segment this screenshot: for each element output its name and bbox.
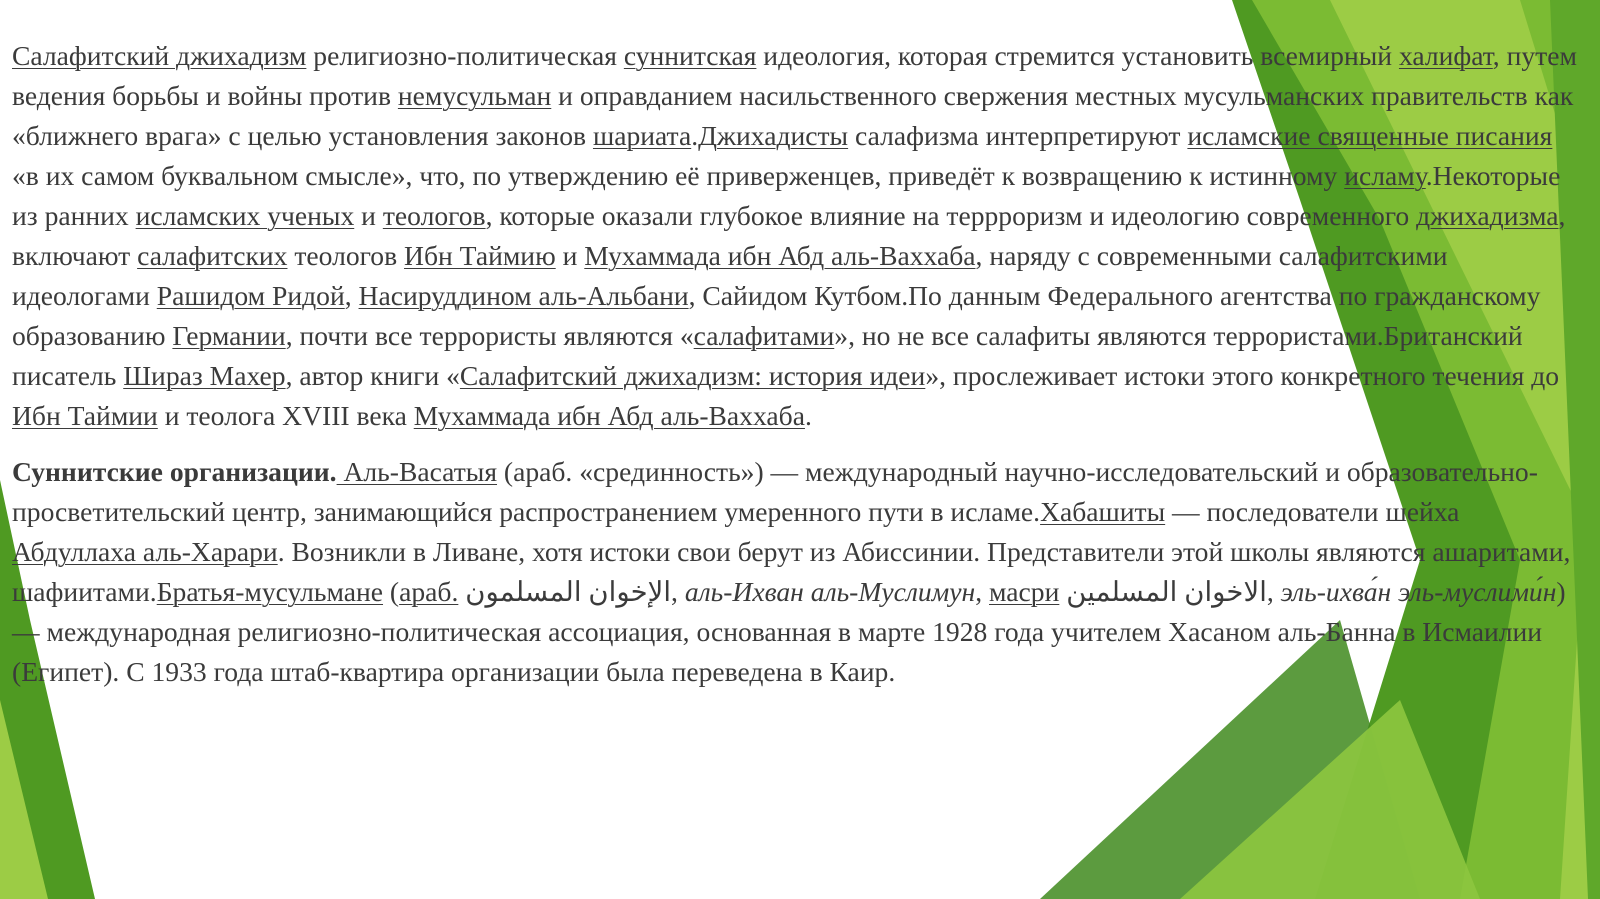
text-segment: идеология, которая стремится установить всемирный — [756, 40, 1399, 71]
text-segment: .Некоторые из ранних — [12, 160, 1561, 231]
italic-transliteration: аль-Ихван аль-Муслимун — [684, 576, 976, 607]
hyperlink[interactable]: Германии — [172, 320, 286, 351]
hyperlink[interactable]: Рашидом Ридой — [156, 280, 345, 311]
text-segment: , Сайидом Кутбом.По данным Федерального агентства по гражданскому образованию — [12, 280, 1541, 351]
text-segment: , которые оказали глубокое влияние на террроризм и идеологию современного — [485, 200, 1417, 231]
text-segment: и — [555, 240, 585, 271]
hyperlink[interactable]: Ибн Таймии — [12, 400, 158, 431]
hyperlink[interactable]: суннитская — [623, 40, 757, 71]
arabic-text: الإخوان المسلمون — [465, 576, 672, 607]
text-segment: . — [691, 120, 699, 151]
text-segment: салафизма интерпретируют — [848, 120, 1188, 151]
text-segment: религиозно-политическая — [306, 40, 624, 71]
paragraph-salafi-jihadism — [12, 36, 1577, 436]
bold-heading-text: Суннитские организации. — [12, 456, 337, 487]
text-segment: — последователи шейха — [1165, 496, 1460, 527]
text-segment: . — [804, 400, 812, 431]
text-segment: ) — международная религиозно-политическая ассоциация, основанная в марте 1928 года учителем Хасаном аль-Банна в Исмаилии (Египет). С 1933 года штаб-квартира организации была переведена в Каир. — [12, 576, 1566, 687]
text-segment: », прослеживает истоки этого конкретного течения до — [925, 360, 1560, 391]
hyperlink[interactable]: араб. — [399, 576, 459, 607]
hyperlink[interactable]: Абдуллаха аль-Харари — [12, 536, 278, 567]
hyperlink[interactable]: исламских ученых — [135, 200, 355, 231]
hyperlink[interactable]: джихадизма — [1416, 200, 1559, 231]
italic-transliteration: эль-ихва́н эль-муслими́н — [1280, 576, 1557, 607]
text-segment: , почти все террористы являются « — [285, 320, 694, 351]
text-segment: , включают — [12, 200, 1566, 271]
hyperlink[interactable]: халифат — [1398, 40, 1493, 71]
text-segment: и оправданием насильственного свержения местных мусульманских правительств как «ближнего врага» с целью установления законов — [12, 80, 1574, 151]
hyperlink[interactable]: Братья-мусульмане — [156, 576, 384, 607]
paragraph-sunni-organizations — [12, 452, 1577, 692]
text-segment: теологов — [287, 240, 405, 271]
text-segment: , — [671, 576, 685, 607]
text-content — [12, 36, 1577, 692]
text-segment: , путем ведения борьбы и войны против — [12, 40, 1577, 111]
hyperlink[interactable]: исламские священные писания — [1187, 120, 1553, 151]
hyperlink[interactable]: Мухаммада ибн Абд аль-Ваххаба — [584, 240, 976, 271]
text-segment: и — [354, 200, 383, 231]
hyperlink[interactable]: масри — [989, 576, 1060, 607]
hyperlink[interactable]: Джихадисты — [698, 120, 849, 151]
hyperlink[interactable]: теологов — [382, 200, 486, 231]
hyperlink[interactable]: исламу — [1344, 160, 1426, 191]
hyperlink[interactable]: Шираз Махер — [123, 360, 286, 391]
hyperlink[interactable]: Салафитский джихадизм — [12, 40, 307, 71]
text-segment: , автор книги « — [285, 360, 460, 391]
hyperlink[interactable]: Ибн Таймию — [404, 240, 556, 271]
arabic-text: الاخوان المسلمين — [1066, 576, 1267, 607]
text-segment: ( — [383, 576, 400, 607]
text-segment: , наряду с современными салафитскими идеологами — [12, 240, 1448, 311]
text-segment: (араб. «срединность») — международный научно-исследовательский и образовательно-просветительский центр, занимающийся распространением умеренного пути в исламе. — [12, 456, 1538, 527]
text-segment: , — [344, 280, 359, 311]
text-segment: », но не все салафиты являются террористами.Британский писатель — [12, 320, 1523, 391]
hyperlink[interactable]: салафитами — [693, 320, 835, 351]
hyperlink[interactable]: Салафитский джихадизм: история идеи — [459, 360, 926, 391]
hyperlink[interactable]: Мухаммада ибн Абд аль-Ваххаба — [413, 400, 805, 431]
hyperlink[interactable]: Аль-Васатыя — [336, 456, 498, 487]
hyperlink[interactable]: салафитских — [137, 240, 288, 271]
hyperlink[interactable]: немусульман — [397, 80, 552, 111]
hyperlink[interactable]: Насируддином аль-Альбани — [358, 280, 689, 311]
hyperlink[interactable]: шариата — [592, 120, 692, 151]
hyperlink[interactable]: Хабашиты — [1040, 496, 1166, 527]
text-segment: , — [1266, 576, 1281, 607]
text-segment: «в их самом буквальном смысле», что, по утверждению её приверженцев, приведёт к возвращению к истинному — [12, 160, 1345, 191]
text-segment: . Возникли в Ливане, хотя истоки свои берут из Абиссинии. Представители этой школы являются ашаритами, шафиитами. — [12, 536, 1571, 607]
text-segment: и теолога XVIII века — [157, 400, 414, 431]
text-segment: , — [975, 576, 989, 607]
